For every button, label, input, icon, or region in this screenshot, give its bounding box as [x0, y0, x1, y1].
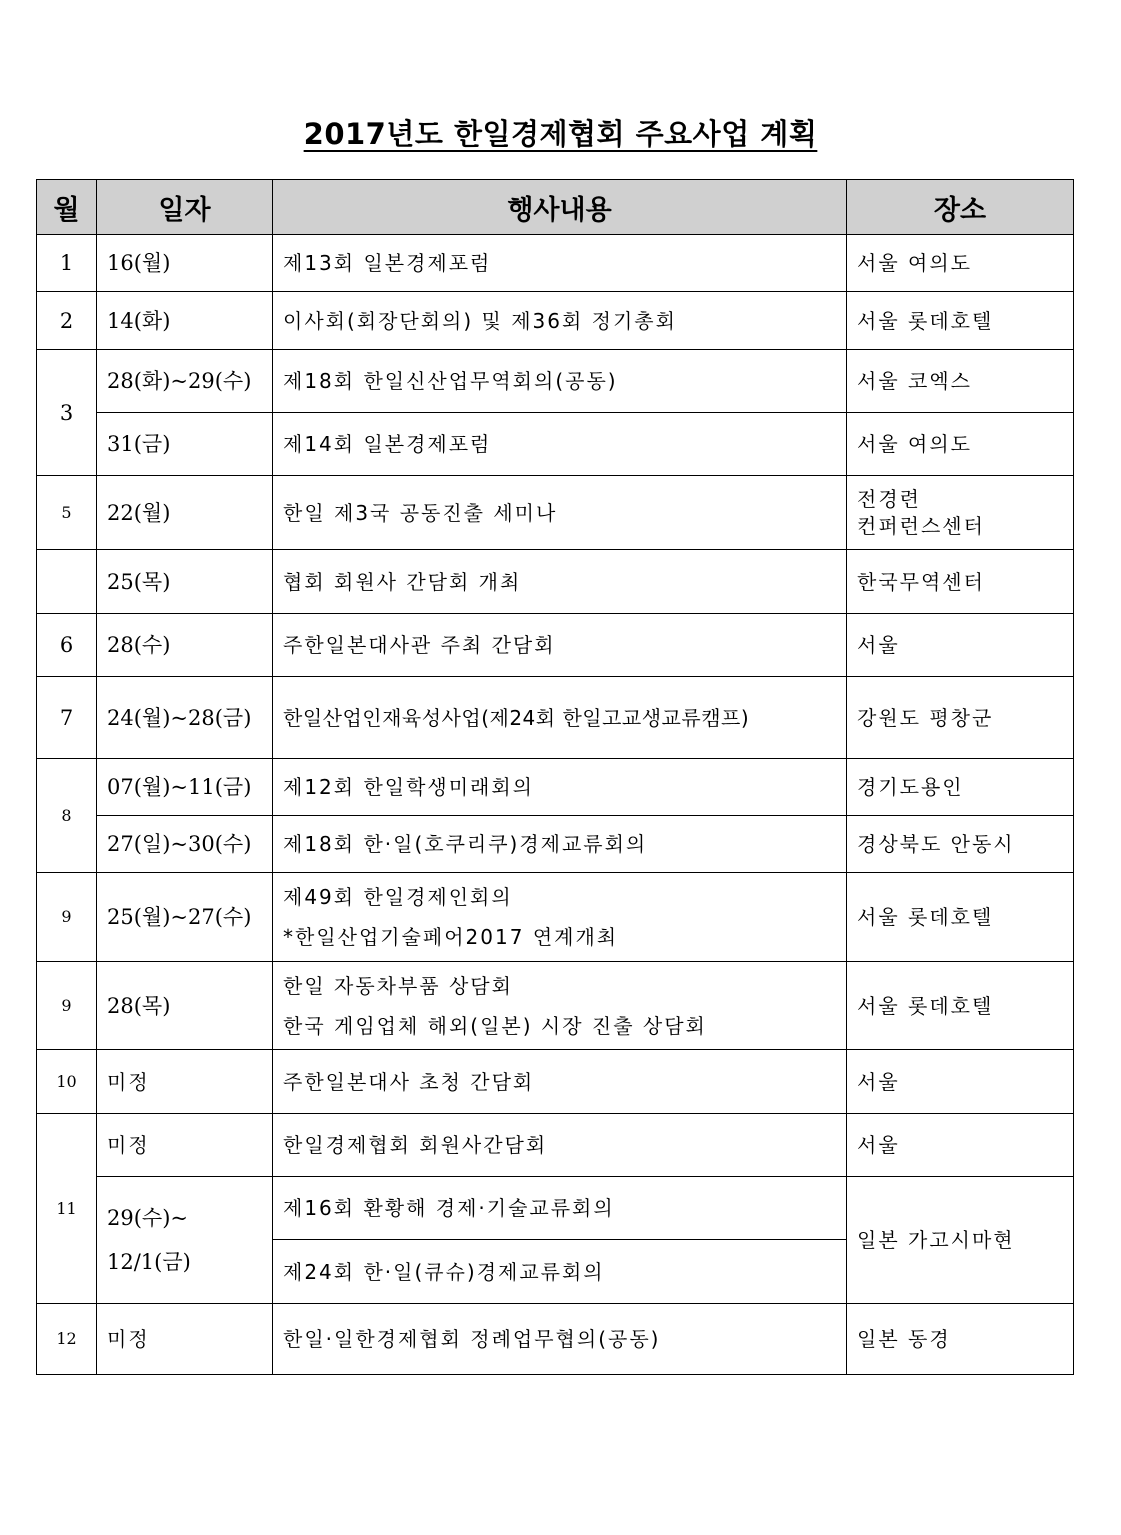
event-line: 한국 게임업체 해외(일본) 시장 진출 상담회 [283, 1013, 707, 1038]
table-row [37, 614, 1074, 677]
date-cell [97, 1177, 273, 1304]
date-cell: 미정 [97, 1114, 273, 1177]
table-row [37, 677, 1074, 759]
month-cell: 7 [37, 677, 97, 759]
place-cell: 일본 동경 [847, 1304, 1074, 1375]
event-cell: 제14회 일본경제포럼 [273, 413, 847, 476]
date-cell: 28(화)~29(수) [97, 350, 273, 413]
event-cell: 제18회 한일신산업무역회의(공동) [273, 350, 847, 413]
date-cell: 미정 [97, 1304, 273, 1375]
date-cell: 27(일)~30(수) [97, 816, 273, 873]
event-cell: 주한일본대사 초청 간담회 [273, 1050, 847, 1114]
month-cell: 1 [37, 235, 97, 292]
table-row [37, 413, 1074, 476]
event-cell: 한일경제협회 회원사간담회 [273, 1114, 847, 1177]
date-cell: 14(화) [97, 292, 273, 350]
month-cell: 11 [37, 1114, 97, 1304]
month-cell: 8 [37, 759, 97, 873]
month-cell [37, 550, 97, 614]
place-line: 전경련 [857, 486, 921, 511]
date-cell: 28(수) [97, 614, 273, 677]
table-row [37, 873, 1074, 962]
date-cell: 22(월) [97, 476, 273, 550]
header-date: 일자 [97, 180, 273, 235]
place-cell: 경기도용인 [847, 759, 1074, 816]
place-cell: 서울 여의도 [847, 235, 1074, 292]
place-cell: 서울 [847, 614, 1074, 677]
table-row [37, 292, 1074, 350]
month-cell: 10 [37, 1050, 97, 1114]
table-row [37, 816, 1074, 873]
document-title-wrap [0, 112, 1121, 153]
month-cell: 12 [37, 1304, 97, 1375]
place-cell [847, 476, 1074, 550]
table-row [37, 350, 1074, 413]
place-cell: 서울 여의도 [847, 413, 1074, 476]
event-line: 제49회 한일경제인회의 [283, 885, 513, 909]
event-line: 한일 자동차부품 상담회 [283, 973, 513, 998]
event-cell [273, 873, 847, 962]
month-cell: 9 [37, 962, 97, 1050]
place-cell: 서울 롯데호텔 [847, 873, 1074, 962]
event-cell: 제12회 한일학생미래회의 [273, 759, 847, 816]
date-line: 29(수)~ [107, 1206, 188, 1230]
place-cell: 일본 가고시마현 [847, 1177, 1074, 1304]
event-line: *한일산업기술페어2017 연계개최 [283, 925, 619, 949]
date-cell: 28(목) [97, 962, 273, 1050]
date-line: 12/1(금) [107, 1250, 191, 1274]
event-cell: 제16회 환황해 경제·기술교류회의 [273, 1177, 847, 1240]
date-cell: 07(월)~11(금) [97, 759, 273, 816]
table-row [37, 1114, 1074, 1177]
event-cell: 한일·일한경제협회 정례업무협의(공동) [273, 1304, 847, 1375]
event-cell: 제13회 일본경제포럼 [273, 235, 847, 292]
date-cell: 16(월) [97, 235, 273, 292]
event-cell: 제18회 한·일(호쿠리쿠)경제교류회의 [273, 816, 847, 873]
table-row [37, 550, 1074, 614]
event-cell [273, 962, 847, 1050]
place-cell: 서울 코엑스 [847, 350, 1074, 413]
place-cell: 강원도 평창군 [847, 677, 1074, 759]
table-row [37, 1177, 1074, 1240]
table-header-row [37, 180, 1074, 235]
place-cell: 서울 롯데호텔 [847, 292, 1074, 350]
event-cell: 한일 제3국 공동진출 세미나 [273, 476, 847, 550]
date-cell: 25(월)~27(수) [97, 873, 273, 962]
table-row [37, 1304, 1074, 1375]
place-cell: 한국무역센터 [847, 550, 1074, 614]
event-cell: 한일산업인재육성사업(제24회 한일고교생교류캠프) [273, 677, 847, 759]
event-cell: 이사회(회장단회의) 및 제36회 정기총회 [273, 292, 847, 350]
date-cell: 24(월)~28(금) [97, 677, 273, 759]
month-cell: 6 [37, 614, 97, 677]
event-cell: 협회 회원사 간담회 개최 [273, 550, 847, 614]
date-cell: 25(목) [97, 550, 273, 614]
place-cell: 서울 [847, 1050, 1074, 1114]
business-plan-table [36, 179, 1074, 1375]
table-row [37, 235, 1074, 292]
table-row [37, 476, 1074, 550]
header-event: 행사내용 [273, 180, 847, 235]
month-cell: 2 [37, 292, 97, 350]
table-row [37, 962, 1074, 1050]
place-cell: 서울 롯데호텔 [847, 962, 1074, 1050]
place-line: 컨퍼런스센터 [857, 513, 985, 538]
event-cell: 제24회 한·일(큐슈)경제교류회의 [273, 1240, 847, 1304]
table-row [37, 1050, 1074, 1114]
month-cell: 3 [37, 350, 97, 476]
document-title: 2017년도 한일경제협회 주요사업 계획 [303, 117, 818, 151]
place-cell: 경상북도 안동시 [847, 816, 1074, 873]
event-cell: 주한일본대사관 주최 간담회 [273, 614, 847, 677]
date-cell: 31(금) [97, 413, 273, 476]
month-cell: 5 [37, 476, 97, 550]
header-place: 장소 [847, 180, 1074, 235]
header-month: 월 [37, 180, 97, 235]
date-cell: 미정 [97, 1050, 273, 1114]
table-row [37, 759, 1074, 816]
month-cell: 9 [37, 873, 97, 962]
place-cell: 서울 [847, 1114, 1074, 1177]
